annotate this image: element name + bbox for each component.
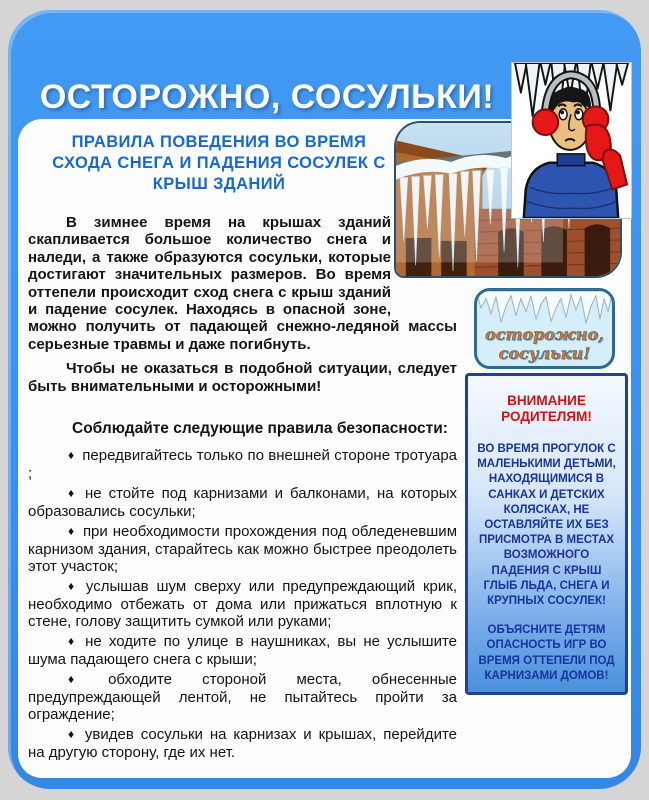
- diamond-bullet-icon: ♦: [68, 672, 101, 687]
- rules-header: Соблюдайте следующие правила безопасности:: [72, 420, 448, 438]
- diamond-bullet-icon: ♦: [68, 727, 77, 742]
- diamond-bullet-icon: ♦: [68, 524, 75, 539]
- intro-paragraph: [28, 214, 457, 353]
- overhead-icicles-and-person-drawing: [512, 63, 631, 218]
- rule-text: услышав шум сверху или предупреждающий крик, необходимо отбежать от дома или прижаться вплотную к стене, голову защитить сумкой или руками;: [28, 578, 457, 631]
- rule-text: увидев сосульки на карнизах и крышах, перейдите на другую сторону, где их нет.: [28, 726, 457, 762]
- photo-wrap-spacer: [391, 214, 457, 302]
- rule-text: передвигайтесь только по внешней стороне тротуара ;: [28, 447, 457, 483]
- rules-list: [28, 447, 457, 761]
- rule-item: [28, 633, 457, 668]
- poster-subtitle: ПРАВИЛА ПОВЕДЕНИЯ ВО ВРЕМЯ СХОДА СНЕГА И ПАДЕНИЯ СОСУЛЕК С КРЫШ ЗДАНИЙ: [52, 133, 386, 193]
- diamond-bullet-icon: ♦: [68, 579, 78, 594]
- rule-item: [28, 523, 457, 575]
- rule-item: [28, 726, 457, 761]
- rule-text: при необходимости прохождения под обледеневшим карнизом здания, старайтесь как можно быстрее преодолеть этот участок;: [28, 523, 458, 576]
- caution-paragraph: Чтобы не оказаться в подобной ситуации, следует быть внимательными и осторожными!: [28, 360, 457, 395]
- scared-person-cartoon: [511, 62, 632, 219]
- diamond-bullet-icon: ♦: [68, 486, 77, 501]
- rule-text: не стойте под карнизами и балконами, на которых образовались сосульки;: [28, 485, 457, 521]
- rule-item: [28, 485, 457, 520]
- attention-paragraph-1: ВО ВРЕМЯ ПРОГУЛОК С МАЛЕНЬКИМИ ДЕТЬМИ, НАХОДЯЩИМИСЯ В САНКАХ И ДЕТСКИХ КОЛЯСКАХ, НЕ ОСТАВЛЯЙТЕ ИХ БЕЗ ПРИСМОТРА В МЕСТАХ ВОЗМОЖНОГО ПАДЕНИЯ С КРЫШ ГЛЫБ ЛЬДА, СНЕГА И КРУПНЫХ СОСУЛЕК!: [477, 443, 616, 608]
- intro-paragraph-text: В зимнее время на крышах зданий скапливается большое количество снега и наледи, а также образуются сосульки, которые достигают значительных размеров. Во время оттепели происходит сход снега с крыш зданий и падение сосулек. Находясь в опасной зоне, можно получить от падающей снежно-ледяной массы серьезные травмы и даже погибнуть.: [28, 214, 457, 353]
- rule-text: не ходите по улице в наушниках, вы не услышите шума падающего снега с крыши;: [28, 633, 457, 669]
- rule-item: [28, 578, 457, 630]
- main-text-column: [28, 214, 457, 764]
- diamond-bullet-icon: ♦: [68, 634, 78, 649]
- rule-item: [28, 447, 457, 482]
- rule-text: обходите стороной места, обнесенные предупреждающей лентой, не пытайтесь пройти за ограждение;: [28, 671, 458, 724]
- badge-text-line2: сосульки!: [498, 344, 591, 363]
- attention-heading: ВНИМАНИЕ РОДИТЕЛЯМ!: [501, 393, 592, 424]
- diamond-bullet-icon: ♦: [68, 448, 75, 463]
- attention-box: [465, 373, 628, 695]
- poster-title: ОСТОРОЖНО, СОСУЛЬКИ!: [39, 78, 495, 116]
- warning-badge: [474, 288, 615, 369]
- badge-text-line1: осторожно,: [485, 325, 604, 344]
- badge-icicles-icon: [477, 291, 612, 325]
- rule-item: [28, 671, 457, 723]
- attention-paragraph-2: ОБЪЯСНИТЕ ДЕТЯМ ОПАСНОСТЬ ИГР ВО ВРЕМЯ ОТТЕПЕЛИ ПОД КАРНИЗАМИ ДОМОВ!: [478, 624, 615, 682]
